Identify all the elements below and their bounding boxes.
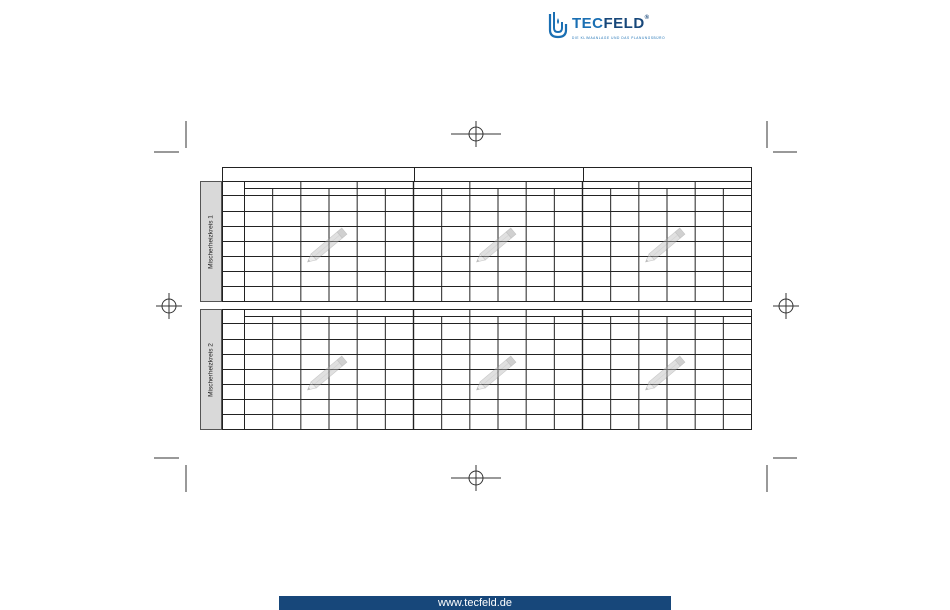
registration-mark-left: [156, 293, 182, 319]
registered-mark: ®: [644, 15, 650, 21]
section-block-2: [200, 309, 752, 430]
log-grid-1: [200, 181, 752, 302]
log-grid-2: [200, 309, 752, 430]
pencil-icon: [643, 228, 685, 265]
section-title-2: Mischerheizkreis 2: [207, 342, 215, 397]
registration-mark-bottom: [451, 465, 501, 491]
brand-name-part1: TEC: [572, 15, 604, 32]
pencil-icon: [305, 356, 347, 393]
pencil-icon: [474, 356, 516, 393]
pencil-icon: [643, 356, 685, 393]
pencil-icon: [305, 228, 347, 265]
table-top-header: [222, 167, 752, 182]
footer-url[interactable]: www.tecfeld.de: [438, 597, 512, 609]
section-title-1: Mischerheizkreis 1: [207, 214, 215, 269]
registration-mark-top: [451, 121, 501, 147]
registration-mark-right: [773, 293, 799, 319]
brand-name-part2: FELD: [603, 15, 645, 32]
section-block-1: [200, 181, 752, 302]
brand-tagline: DIE KLIMAANLAGE UND DAS PLANUNGSBÜRO: [572, 36, 666, 40]
footer-url-bar: [279, 596, 671, 610]
pencil-icon: [474, 228, 516, 265]
